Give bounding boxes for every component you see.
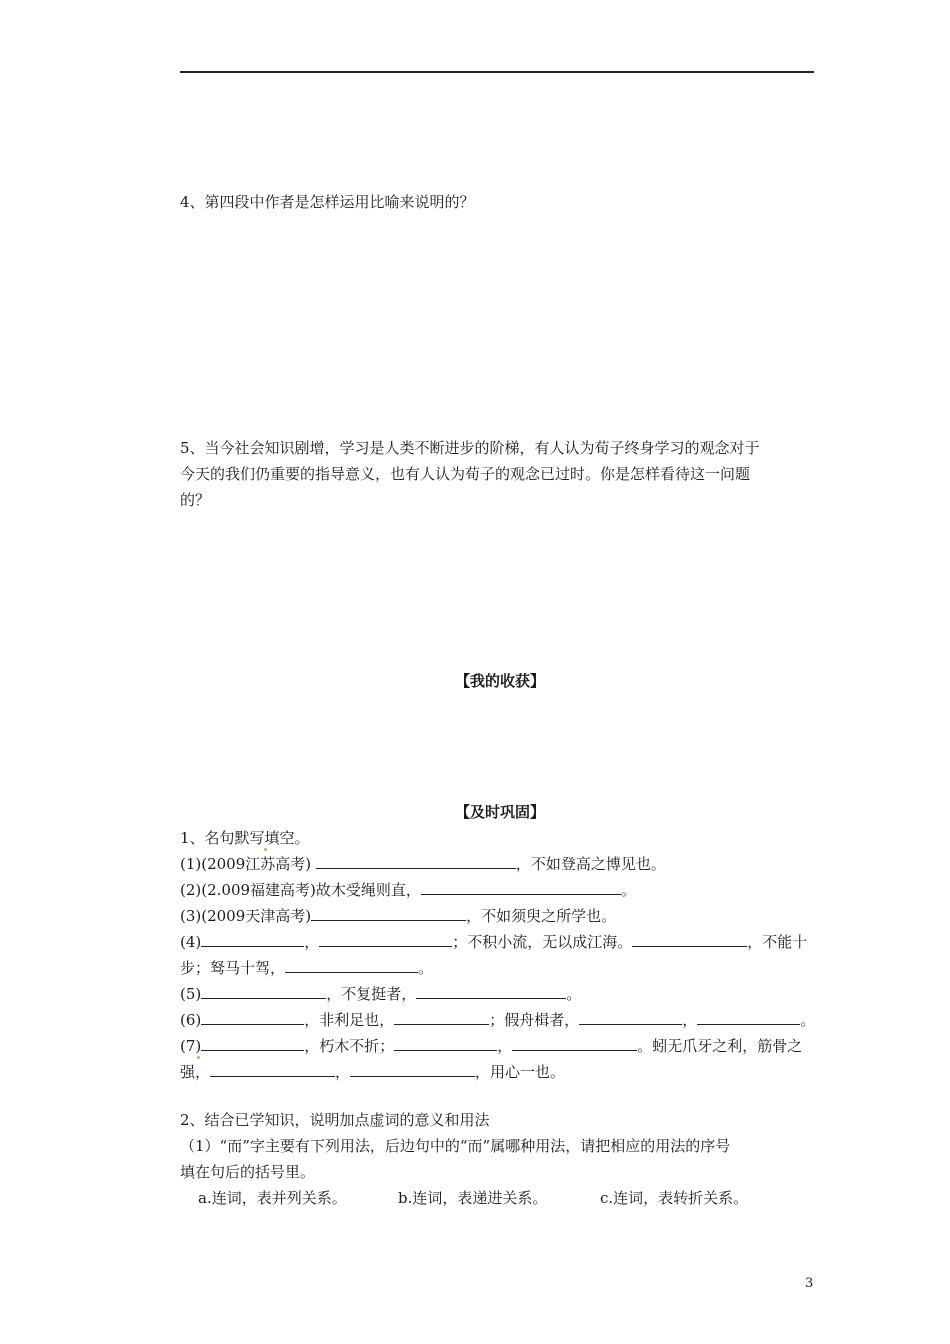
blank-6a[interactable] bbox=[201, 1010, 304, 1025]
item-6-text: ，非利足也， bbox=[304, 1011, 395, 1029]
item-7-comma: ， bbox=[497, 1037, 513, 1055]
blank-6c[interactable] bbox=[579, 1010, 682, 1025]
exercise-1-title-b: 句默写填空。 bbox=[219, 829, 310, 847]
exercise-1-title-a: 1、名 bbox=[180, 829, 220, 847]
blank-1[interactable] bbox=[316, 854, 516, 869]
question-5-line-1: 5、当今社会知识剧增，学习是人类不断进步的阶梯，有人认为荀子终身学习的观念对于 bbox=[180, 439, 760, 457]
blank-6b[interactable] bbox=[394, 1010, 489, 1025]
exercise-2-q1-line-1: （1）“而”字主要有下列用法，后边句中的“而”属哪种用法，请把相应的用法的序号 bbox=[180, 1137, 731, 1155]
blank-4b[interactable] bbox=[319, 932, 452, 947]
exercise-1-item-5 bbox=[180, 984, 820, 1004]
exercise-1-item-3 bbox=[180, 906, 820, 926]
item-4-number: (4) bbox=[180, 933, 202, 951]
blank-7a[interactable] bbox=[201, 1036, 304, 1051]
item-2-end: 。 bbox=[620, 881, 636, 899]
item-4-text-3: 步；驽马十驾， bbox=[180, 959, 286, 977]
blank-7c[interactable] bbox=[512, 1036, 637, 1051]
item-7-text: ，朽木不折； bbox=[304, 1037, 395, 1055]
blank-6d[interactable] bbox=[697, 1010, 800, 1025]
item-1-source: (1)(2009江苏高考) bbox=[180, 855, 312, 873]
item-4-end: 。 bbox=[418, 959, 434, 977]
exercise-2-option-c: c.连词，表转折关系。 bbox=[600, 1189, 749, 1207]
exercise-1-item-6 bbox=[180, 1010, 820, 1030]
exercise-1-title bbox=[180, 828, 820, 848]
item-1-text: ，不如登高之博见也。 bbox=[515, 855, 666, 873]
exercise-2-q1-line-2: 填在句后的括号里。 bbox=[180, 1163, 316, 1181]
item-2-source-a: (2)(2 bbox=[180, 881, 217, 899]
item-4-comma: ， bbox=[304, 933, 320, 951]
exercise-1-item-7-cont bbox=[180, 1062, 820, 1082]
exercise-1-item-2 bbox=[180, 880, 820, 900]
page-number: 3 bbox=[805, 1276, 814, 1291]
item-3-text: ，不如须臾之所学也。 bbox=[466, 907, 617, 925]
question-5-line-3: 的？ bbox=[180, 491, 211, 509]
exercise-2-option-a: a.连词，表并列关系。 bbox=[198, 1189, 347, 1207]
blank-7d[interactable] bbox=[210, 1062, 335, 1077]
exercise-1-item-7 bbox=[180, 1036, 820, 1056]
section-title-consolidate: 【及时巩固】 bbox=[454, 803, 545, 821]
item-7-text-2: 。蚓无爪牙之利，筋骨之 bbox=[637, 1037, 803, 1055]
exercise-1-item-1 bbox=[180, 854, 820, 874]
exercise-2-option-b: b.连词，表递进关系。 bbox=[398, 1189, 548, 1207]
blank-7e[interactable] bbox=[350, 1062, 475, 1077]
item-5-end: 。 bbox=[566, 985, 582, 1003]
item-7-end: ，用心一也。 bbox=[475, 1063, 566, 1081]
item-6-end: 。 bbox=[800, 1011, 816, 1029]
blank-4a[interactable] bbox=[201, 932, 304, 947]
item-6-text-2: ；假舟楫者， bbox=[489, 1011, 580, 1029]
blank-4c[interactable] bbox=[632, 932, 747, 947]
item-5-text: ，不复挺者， bbox=[326, 985, 417, 1003]
question-4: 4、第四段中作者是怎样运用比喻来说明的？ bbox=[180, 193, 475, 211]
item-2-text: .009福建高考)故木受绳则直， bbox=[216, 881, 421, 899]
blank-5a[interactable] bbox=[201, 984, 326, 999]
item-5-number: (5) bbox=[180, 985, 202, 1003]
section-title-harvest: 【我的收获】 bbox=[454, 672, 545, 690]
item-6-number: (6) bbox=[180, 1011, 202, 1029]
exercise-1-item-4-cont bbox=[180, 958, 820, 978]
blank-5b[interactable] bbox=[416, 984, 566, 999]
item-7-text-3: 强， bbox=[180, 1063, 211, 1081]
header-rule bbox=[180, 71, 814, 73]
blank-4d[interactable] bbox=[285, 958, 418, 973]
item-4-text: ；不积小流，无以成江海。 bbox=[452, 933, 633, 951]
item-7-comma-2: ， bbox=[335, 1063, 351, 1081]
item-7-number: (7 bbox=[180, 1037, 196, 1055]
exercise-1-item-4 bbox=[180, 932, 820, 952]
item-7-paren: ) bbox=[195, 1037, 202, 1055]
blank-2[interactable] bbox=[421, 880, 621, 895]
item-3-source: (3)(2009天津高考) bbox=[180, 907, 312, 925]
exercise-2-title: 2、结合已学知识，说明加点虚词的意义和用法 bbox=[180, 1111, 490, 1129]
blank-7b[interactable] bbox=[394, 1036, 497, 1051]
item-4-text-2: ，不能十 bbox=[747, 933, 808, 951]
blank-3[interactable] bbox=[311, 906, 466, 921]
item-6-comma: ， bbox=[682, 1011, 698, 1029]
question-5-line-2: 今天的我们仍重要的指导意义，也有人认为荀子的观念已过时。你是怎样看待这一问题 bbox=[180, 465, 751, 483]
